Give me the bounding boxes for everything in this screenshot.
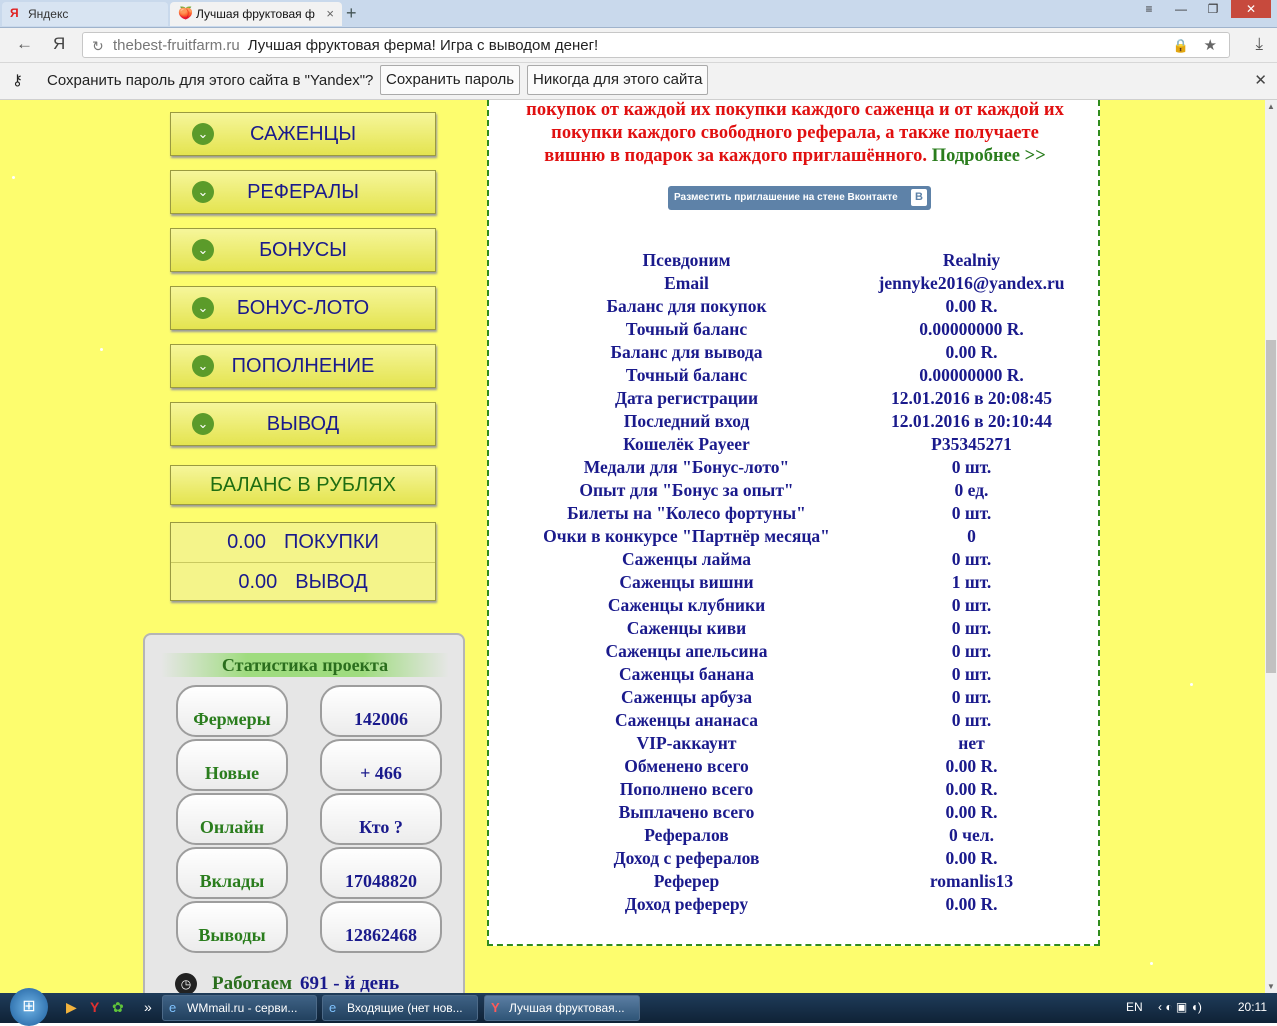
profile-field-value: 0.00 R. [945, 342, 998, 362]
menu-item-withdraw[interactable] [170, 402, 436, 446]
tab-fruitfarm[interactable] [170, 2, 342, 26]
clock-time[interactable]: 20:11 [1237, 1000, 1267, 1014]
stat-label: Фермеры [176, 685, 288, 737]
taskbar-button-title: Входящие (нет нов... [347, 1001, 463, 1015]
address-bar [0, 28, 1277, 63]
tab-yandex[interactable] [2, 2, 168, 26]
profile-field-value: 0.00000000 R. [919, 319, 1024, 339]
balance-withdraw-value: 0.00 [238, 571, 278, 593]
profile-field-label: Обменено всего [624, 756, 749, 776]
chevron-down-icon: ⌄ [192, 355, 214, 377]
profile-field-label: Саженцы вишни [619, 572, 754, 592]
profile-info-row [519, 801, 1089, 824]
profile-field-label: Точный баланс [625, 365, 748, 385]
profile-field-label: Точный баланс [625, 319, 748, 339]
menu-label: БОНУСЫ [259, 239, 347, 261]
yandex-icon: Я [10, 6, 19, 20]
tab-title: Яндекс [28, 7, 69, 21]
profile-field-label: Саженцы апельсина [605, 641, 768, 661]
profile-info-row [519, 525, 1089, 548]
url-domain: thebest-fruitfarm.ru [113, 37, 240, 54]
profile-field-value: romanlis13 [929, 871, 1014, 891]
profile-field-value: 0.00 R. [945, 802, 998, 822]
profile-field-value: 0 шт. [951, 549, 992, 569]
url-input[interactable] [82, 32, 1230, 58]
scroll-up-icon[interactable]: ▲ [1267, 102, 1275, 111]
profile-field-label: Реферер [653, 871, 720, 891]
promo-line [501, 145, 1089, 168]
profile-info-row [519, 410, 1089, 433]
vk-invite-label: Разместить приглашение на стене Вконтакте [674, 192, 898, 203]
yandex-browser-icon[interactable]: Y [90, 999, 100, 1015]
tab-close-icon[interactable]: × [326, 6, 334, 21]
profile-field-value: Realniy [942, 250, 1001, 270]
lock-icon[interactable]: 🔒 [1172, 38, 1189, 53]
stat-value: 17048820 [320, 847, 442, 899]
chevron-down-icon: ⌄ [192, 239, 214, 261]
menu-item-seedlings[interactable] [170, 112, 436, 156]
profile-field-value: 0 шт. [951, 710, 992, 730]
profile-field-value: 0.00 R. [945, 296, 998, 316]
profile-field-value: 12.01.2016 в 20:10:44 [890, 411, 1053, 431]
profile-field-label: Саженцы киви [626, 618, 747, 638]
profile-field-value: 0.00 R. [945, 848, 998, 868]
profile-field-value: 0 [967, 526, 976, 546]
save-password-button[interactable]: Сохранить пароль [380, 65, 520, 95]
download-icon[interactable]: ⤓ [1255, 34, 1263, 53]
ie-icon: e [329, 1000, 337, 1015]
profile-info-row [519, 456, 1089, 479]
menu-label: РЕФЕРАЛЫ [247, 181, 359, 203]
profile-field-label: Рефералов [644, 825, 729, 845]
profile-info-row [519, 824, 1089, 847]
profile-info-row [519, 686, 1089, 709]
chevron-down-icon: ⌄ [192, 297, 214, 319]
profile-field-value: 0 шт. [951, 618, 992, 638]
profile-field-label: Саженцы лайма [621, 549, 752, 569]
new-tab-button[interactable]: + [346, 3, 357, 23]
profile-field-label: Последний вход [623, 411, 750, 431]
profile-field-value: jennyke2016@yandex.ru [878, 273, 1065, 293]
project-stats-panel [143, 633, 465, 993]
profile-field-label: Выплачено всего [618, 802, 755, 822]
profile-info-row [519, 893, 1089, 916]
close-icon[interactable]: ✕ [1254, 72, 1267, 89]
back-arrow-icon[interactable]: ← [16, 34, 33, 53]
bookmark-star-icon[interactable]: ★ [1203, 37, 1217, 54]
profile-field-value: 12.01.2016 в 20:08:45 [890, 388, 1053, 408]
stat-label: Выводы [176, 901, 288, 953]
menu-icon[interactable]: ≡ [1145, 2, 1153, 16]
profile-field-label: Саженцы клубники [607, 595, 766, 615]
profile-field-value: 0 ед. [954, 480, 989, 500]
profile-info-row [519, 295, 1089, 318]
profile-field-label: Доход рефереру [624, 894, 749, 914]
profile-field-label: Баланс для вывода [610, 342, 763, 362]
background-sparkle [100, 348, 103, 351]
close-window-button[interactable]: ✕ [1231, 0, 1271, 18]
language-indicator[interactable]: EN [1126, 1000, 1143, 1014]
profile-field-label: VIP-аккаунт [636, 733, 737, 753]
profile-field-label: Псевдоним [642, 250, 731, 270]
stat-value: + 466 [320, 739, 442, 791]
profile-field-label: Саженцы ананаса [615, 710, 758, 730]
balance-withdraw-label: ВЫВОД [295, 571, 368, 593]
icq-icon[interactable]: ✿ [112, 999, 124, 1015]
profile-field-value: 0.00000000 R. [919, 365, 1024, 385]
start-button[interactable]: ⊞ [10, 988, 48, 1026]
chevron-down-icon: ⌄ [192, 123, 214, 145]
save-password-message: Сохранить пароль для этого сайта в "Yandex"? [47, 72, 374, 89]
promo-line: покупки каждого свободного реферала, а также получаете [551, 123, 1039, 143]
profile-field-value: 0 шт. [951, 687, 992, 707]
chevron-down-icon: ⌄ [192, 413, 214, 435]
profile-info-row [519, 847, 1089, 870]
profile-field-label: Медали для "Бонус-лото" [583, 457, 790, 477]
profile-info-row [519, 778, 1089, 801]
menu-item-deposit[interactable] [170, 344, 436, 388]
profile-field-value: 1 шт. [951, 572, 992, 592]
referral-promo-text [501, 100, 1089, 168]
yandex-home-icon[interactable]: Я [53, 34, 66, 53]
profile-info-row [519, 617, 1089, 640]
stat-label: Новые [176, 739, 288, 791]
windows-taskbar [0, 993, 1277, 1023]
profile-info-row [519, 571, 1089, 594]
profile-field-value: 0 шт. [951, 503, 992, 523]
url-title: Лучшая фруктовая ферма! Игра с выводом денег! [247, 37, 599, 54]
save-password-bar [0, 63, 1277, 100]
never-save-button[interactable]: Никогда для этого сайта [527, 65, 708, 95]
profile-info-body [519, 249, 1089, 916]
peach-icon: 🍑 [178, 6, 193, 20]
balance-box [170, 522, 436, 601]
profile-info-row [519, 870, 1089, 893]
scroll-down-icon[interactable]: ▼ [1267, 982, 1275, 991]
stat-value: 142006 [320, 685, 442, 737]
menu-label: БОНУС-ЛОТО [236, 297, 370, 319]
menu-label: ВЫВОД [266, 413, 340, 435]
profile-info-table [519, 249, 1089, 916]
profile-field-value: 0 шт. [951, 595, 992, 615]
stats-title: Статистика проекта [161, 653, 449, 677]
profile-field-label: Опыт для "Бонус за опыт" [579, 480, 794, 500]
profile-info-row [519, 732, 1089, 755]
profile-info-row [519, 341, 1089, 364]
taskbar-button-wmmail[interactable] [162, 995, 317, 1021]
balance-purchase-label: ПОКУПКИ [284, 531, 379, 553]
profile-field-label: Саженцы арбуза [621, 687, 752, 707]
profile-info-row [519, 709, 1089, 732]
chevron-down-icon: ⌄ [192, 181, 214, 203]
profile-field-value: нет [958, 733, 985, 753]
profile-info-row [519, 364, 1089, 387]
profile-field-label: Очки в конкурсе "Партнёр месяца" [543, 526, 830, 546]
background-sparkle [1150, 962, 1153, 965]
media-player-icon[interactable]: ▶ [66, 999, 77, 1015]
stat-label: Вклады [176, 847, 288, 899]
profile-info-row [519, 249, 1089, 272]
works-days [212, 973, 399, 993]
profile-field-label: Пополнено всего [619, 779, 754, 799]
profile-field-label: Саженцы банана [619, 664, 754, 684]
profile-info-row [519, 548, 1089, 571]
profile-info-row [519, 594, 1089, 617]
promo-line: покупок от каждой их покупки каждого саженца и от каждой их [526, 100, 1064, 120]
page-viewport [0, 100, 1265, 993]
profile-info-row [519, 433, 1089, 456]
works-day-count: 691 - й день [300, 973, 400, 993]
page-scrollbar[interactable] [1265, 100, 1277, 993]
menu-item-bonus-lotto[interactable] [170, 286, 436, 330]
profile-field-label: Билеты на "Колесо фортуны" [567, 503, 806, 523]
restore-button[interactable]: ❐ [1207, 2, 1219, 16]
profile-info-row [519, 663, 1089, 686]
scrollbar-thumb[interactable] [1266, 340, 1276, 673]
profile-field-label: Email [664, 273, 709, 293]
more-link[interactable]: Подробнее >> [931, 146, 1046, 166]
profile-field-value: 0 шт. [951, 457, 992, 477]
reload-icon[interactable]: ↻ [92, 38, 104, 54]
profile-info-row [519, 272, 1089, 295]
profile-field-label: Баланс для покупок [606, 296, 767, 316]
background-sparkle [1190, 683, 1193, 686]
profile-field-value: 0.00 R. [945, 779, 998, 799]
profile-info-row [519, 640, 1089, 663]
quicklaunch-more-icon[interactable]: » [144, 999, 152, 1015]
taskbar-button-fruitfarm[interactable] [484, 995, 640, 1021]
taskbar-button-title: Лучшая фруктовая... [509, 1001, 625, 1015]
vk-invite-button[interactable] [668, 186, 931, 210]
profile-field-label: Дата регистрации [614, 388, 759, 408]
menu-label: САЖЕНЦЫ [249, 123, 357, 145]
profile-info-row [519, 318, 1089, 341]
menu-item-referrals[interactable] [170, 170, 436, 214]
profile-field-label: Кошелёк Payeer [623, 434, 750, 454]
background-sparkle [12, 176, 15, 179]
profile-panel [487, 100, 1100, 946]
window-buttons [1135, 0, 1271, 20]
balance-purchase-value: 0.00 [227, 531, 266, 553]
menu-item-bonuses[interactable] [170, 228, 436, 272]
yandex-browser-icon: Y [491, 1000, 500, 1015]
profile-info-row [519, 479, 1089, 502]
profile-info-row [519, 502, 1089, 525]
profile-info-row [519, 755, 1089, 778]
stat-label: Онлайн [176, 793, 288, 845]
menu-label: ПОПОЛНЕНИЕ [231, 355, 375, 377]
balance-withdraw-row [171, 563, 435, 602]
balance-title: БАЛАНС В РУБЛЯХ [170, 465, 436, 505]
profile-field-label: Доход с рефералов [613, 848, 760, 868]
ie-icon: e [169, 1000, 177, 1015]
taskbar-button-title: WMmail.ru - серви... [187, 1001, 298, 1015]
profile-field-value: 0.00 R. [945, 756, 998, 776]
browser-tabbar [0, 0, 1277, 28]
tray-icons[interactable]: ‹ ◐ ▣ ◖) [1158, 1000, 1202, 1014]
tab-title: Лучшая фруктовая ф [196, 7, 315, 21]
stat-value: 12862468 [320, 901, 442, 953]
online-who-link[interactable]: Кто ? [320, 793, 442, 845]
balance-purchase-row [171, 523, 435, 563]
key-icon: ⚷ [12, 72, 23, 89]
clock-icon: ◷ [175, 973, 197, 993]
taskbar-button-inbox[interactable] [322, 995, 478, 1021]
profile-field-value: P35345271 [931, 434, 1012, 454]
promo-line-text: вишню в подарок за каждого приглашённого. [544, 146, 928, 166]
profile-info-row [519, 387, 1089, 410]
profile-field-value: 0 шт. [951, 664, 992, 684]
profile-field-value: 0 шт. [951, 641, 992, 661]
vk-icon: В [911, 189, 927, 206]
profile-field-value: 0.00 R. [945, 894, 998, 914]
works-label: Работаем [212, 973, 293, 993]
profile-field-value: 0 чел. [949, 825, 994, 845]
minimize-button[interactable]: — [1175, 2, 1187, 16]
